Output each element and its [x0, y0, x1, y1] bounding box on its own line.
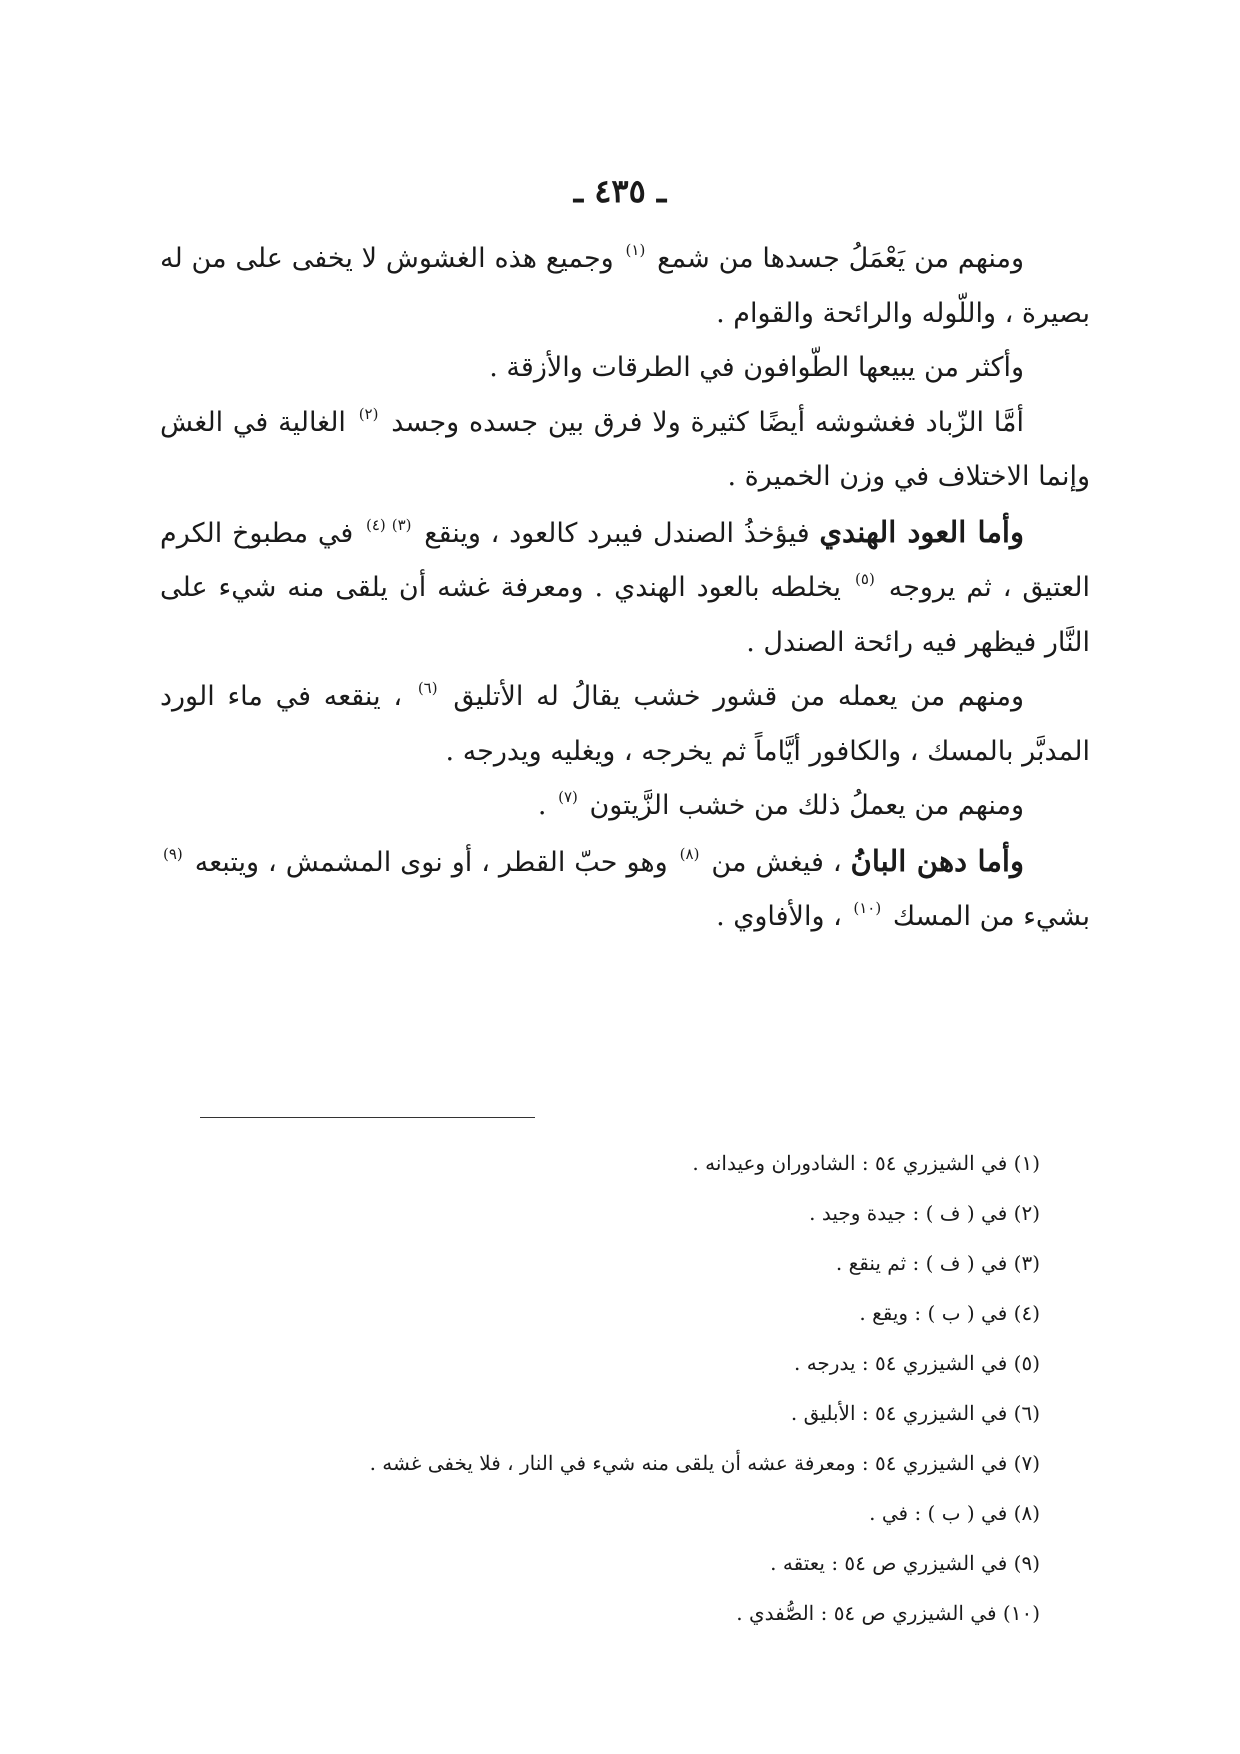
text-run: وهو حبّ القطر ، أو نوى المشمش ، ويتبعه — [194, 846, 668, 878]
footnote-ref: (٩) — [163, 844, 183, 863]
footnote: (٧) في الشيزري ٥٤ : ومعرفة عشه أن يلقى منه شيء في النار ، فلا يخفى غشه . — [369, 1451, 1040, 1475]
paragraph — [160, 834, 1090, 945]
footnote-ref: (٤) — [365, 515, 386, 534]
footnote: (٦) في الشيزري ٥٤ : الأبليق . — [790, 1401, 1040, 1425]
footnotes — [220, 1138, 1040, 1638]
page-number: ـ ٤٣٥ ـ — [573, 172, 667, 210]
main-text — [160, 232, 1090, 945]
text-run: في مطبوخ الكرم العتيق ، ثم يروجه — [160, 517, 1090, 603]
text-run: ، فيغش من — [711, 846, 842, 878]
footnote-ref: (٧) — [558, 788, 578, 806]
paragraph — [160, 670, 1090, 779]
paragraph — [160, 396, 1090, 505]
footnote-ref: (٦) — [417, 679, 438, 697]
footnote-ref: (١٠) — [853, 899, 882, 917]
footnote-ref: (٢) — [358, 404, 379, 423]
text-run: ، والأفاوي . — [716, 901, 842, 932]
footnote: (٣) في ( ف ) : ثم ينقع . — [835, 1251, 1040, 1275]
footnote: (١) في الشيزري ٥٤ : الشادوران وعيدانه . — [692, 1151, 1040, 1175]
footnote: (٢) في ( ف ) : جيدة وجيد . — [809, 1201, 1040, 1225]
text-run: ومنهم من يَعْمَلُ جسدها من شمع — [657, 243, 1024, 274]
footnote: (٩) في الشيزري ص ٥٤ : يعتقه . — [770, 1551, 1040, 1575]
paragraph — [160, 341, 1090, 396]
text-run: ، ينقعه في ماء الورد المدبَّر بالمسك ، والكافور أيَّاماً ثم يخرجه ، ويغليه ويدرجه . — [160, 681, 1090, 767]
footnote: (١٠) في الشيزري ص ٥٤ : الصُّفدي . — [736, 1601, 1040, 1625]
footnote-ref: (٣) — [391, 515, 412, 534]
text-run: وأكثر من يبيعها الطّوافون في الطرقات والأزقة . — [489, 352, 1024, 383]
text-run: يخلطه بالعود الهندي . ومعرفة غشه أن يلقى منه شيء على النَّار فيظهر فيه رائحة الصندل . — [160, 572, 1090, 658]
paragraph — [160, 779, 1090, 834]
text-run: بشيء من المسك — [892, 901, 1090, 932]
text-run: الغالية في الغش وإنما الاختلاف في وزن الخميرة . — [160, 406, 1090, 492]
text-run: . — [537, 790, 547, 821]
heading-run: وأما دهن البانُ — [850, 843, 1024, 878]
footnote-ref: (٥) — [855, 570, 875, 588]
text-run: فيؤخذُ الصندل فيبرد كالعود ، وينقع — [424, 517, 810, 549]
footnote-ref: (١) — [625, 241, 646, 259]
paragraph — [160, 232, 1090, 341]
footnote: (٨) في ( ب ) : في . — [869, 1501, 1040, 1525]
footnote: (٤) في ( ب ) : ويقع . — [859, 1301, 1040, 1325]
paragraph — [160, 505, 1090, 671]
text-run: ومنهم من يعملُ ذلك من خشب الزَّيتون — [589, 790, 1024, 821]
text-run: وجميع هذه الغشوش لا يخفى على من له بصيرة ، واللّوله والرائحة والقوام . — [160, 243, 1090, 329]
footnote-ref: (٨) — [679, 844, 700, 863]
footnote: (٥) في الشيزري ٥٤ : يدرجه . — [793, 1351, 1040, 1375]
text-run: ومنهم من يعمله من قشور خشب يقالُ له الأتليق — [453, 681, 1024, 712]
text-run: أمَّا الزّباد فغشوشه أيضًا كثيرة ولا فرق بين جسده وجسد — [391, 406, 1024, 438]
footnote-separator — [200, 1117, 535, 1118]
heading-run: وأما العود الهندي — [819, 514, 1024, 549]
